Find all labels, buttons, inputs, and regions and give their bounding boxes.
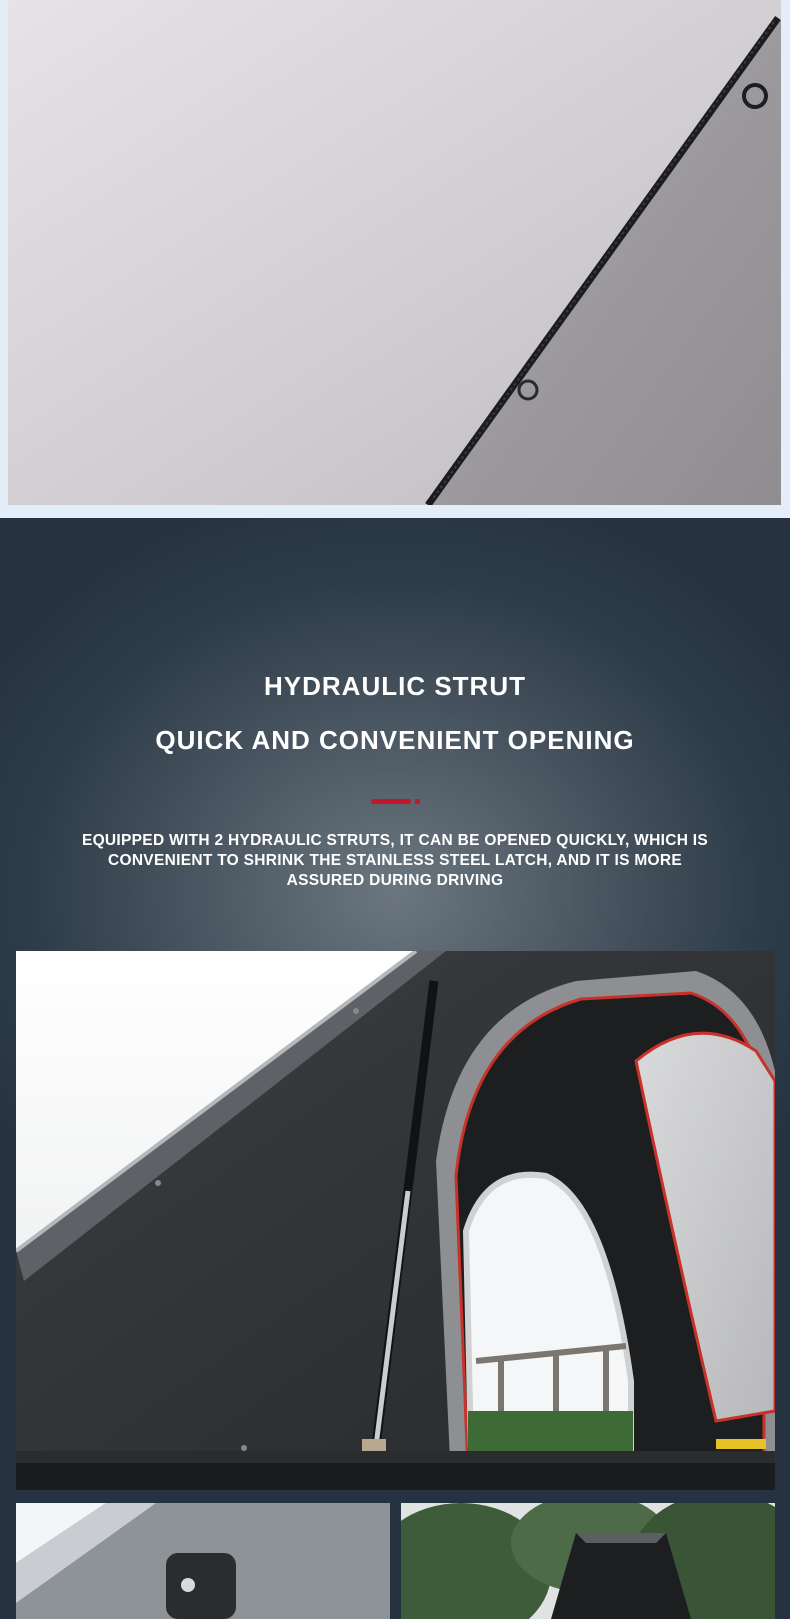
tent-fabric-closeup-photo xyxy=(8,0,781,505)
tent-hydraulic-strut-photo xyxy=(16,951,775,1490)
strut-mount-closeup-photo xyxy=(16,1503,390,1619)
tent-under-trees-photo xyxy=(401,1503,775,1619)
section-title-line-1: HYDRAULIC STRUT xyxy=(264,671,526,701)
top-section xyxy=(0,0,790,518)
accent-divider xyxy=(371,799,419,804)
section-description: EQUIPPED WITH 2 HYDRAULIC STRUTS, IT CAN BE OPENED QUICKLY, WHICH IS CONVENIENT TO SHRINK THE STAINLESS STEEL LATCH, AND IT IS MORE ASSURED DURING DRIVING xyxy=(81,832,709,889)
section-title-line-2: QUICK AND CONVENIENT OPENING xyxy=(155,725,635,755)
hydraulic-strut-section xyxy=(0,518,790,1619)
